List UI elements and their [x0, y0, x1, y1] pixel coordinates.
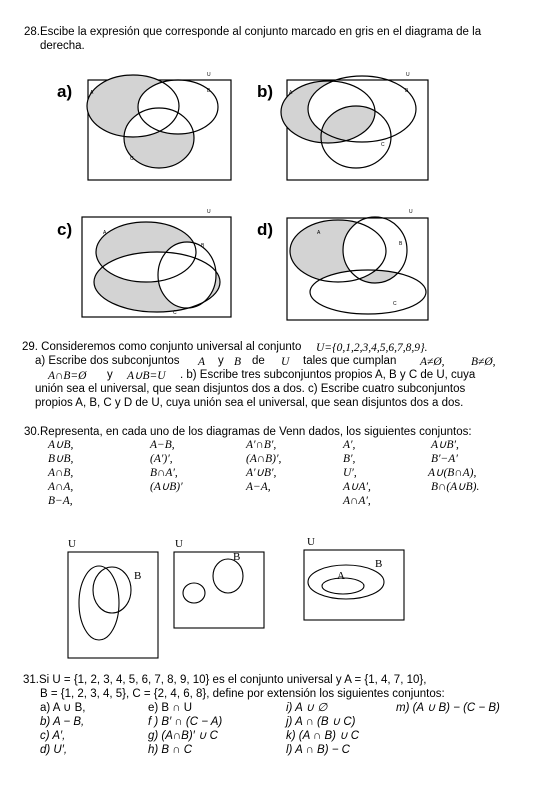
label-c: C [393, 301, 397, 307]
q29-line3-rest: . b) Escribe tres subconjuntos propios A, B y C de U, cuya [180, 369, 476, 381]
q30-item: A−B, [150, 439, 175, 451]
q30-number: 30. [24, 426, 40, 438]
q30-item: A∪B′, [431, 439, 459, 451]
q30-item: A∪(B∩A), [428, 467, 477, 479]
label-b: B [207, 88, 211, 94]
q31-item: g) (A∩B)′ ∪ C [148, 730, 218, 742]
label-a-paren: a) [57, 82, 73, 101]
venn-diagram-b [280, 72, 440, 180]
q29-y2: y [107, 369, 113, 381]
q30-venn-2 [174, 538, 264, 628]
q31-item: l) A ∩ B) − C [286, 744, 350, 756]
label-a: A [289, 90, 293, 96]
q29-set-u: U [281, 356, 290, 368]
q30-item: A−A, [246, 481, 271, 493]
q29-set-b: B [234, 356, 242, 368]
q29-cond3: A∩B=Ø [48, 370, 87, 382]
q31-item: m) (A ∪ B) − (C − B) [396, 702, 500, 714]
q31-item: j) A ∩ (B ∪ C) [286, 716, 356, 728]
q31-item: c) A′, [40, 730, 66, 742]
label-c: C [173, 310, 177, 316]
label-u: U [175, 538, 183, 550]
q30-item: A′, [343, 439, 356, 451]
label-u: U [207, 72, 211, 78]
label-u: U [406, 72, 410, 78]
label-b: B [375, 558, 383, 570]
q29-cond4: A∪B=U [127, 370, 166, 382]
label-b-paren: b) [257, 82, 274, 101]
q31-item: a) A ∪ B, [40, 702, 86, 714]
label-u: U [68, 538, 76, 550]
q30-venn-3 [304, 536, 404, 620]
q29-y: y [218, 355, 224, 367]
q30-item: A′∪B′, [246, 467, 277, 479]
q30-item: B−A, [48, 495, 73, 507]
q28-text-line2: derecha. [40, 40, 85, 52]
q30-item: A∪A′, [343, 481, 371, 493]
q31-item: k) (A ∩ B) ∪ C [286, 730, 360, 742]
q28-venn-diagrams [0, 0, 535, 330]
q29-line2-a: a) Escribe dos subconjuntos [35, 355, 180, 367]
venn-diagram-d [280, 209, 440, 320]
q31-item: i) A ∪ ∅ [286, 702, 328, 714]
label-a: A [103, 230, 107, 236]
label-d-paren: d) [257, 220, 274, 239]
q31-line2: B = {1, 2, 3, 4, 5}, C = {2, 4, 6, 8}, define por extensión los siguientes conjuntos: [40, 688, 445, 700]
label-c: C [130, 156, 134, 162]
q30-venn-1 [68, 538, 158, 658]
q30-item: (A∪B)′ [150, 481, 183, 493]
q29-line1: 29. Consideremos como conjunto universal al conjunto [22, 341, 302, 353]
q30-item: A′∩B′, [246, 439, 277, 451]
q30-item: A∪B, [48, 439, 74, 451]
label-c-paren: c) [57, 220, 73, 239]
q28-text-line1: Escibe la expresión que corresponde al conjunto marcado en gris en el diagrama de la [40, 26, 482, 38]
q30-item: B′−A′ [431, 453, 458, 465]
label-a: A [337, 570, 345, 582]
q30-item: B∪B, [48, 453, 74, 465]
q31-item: f ) B′ ∩ (C − A) [148, 716, 223, 728]
q29-cond2: B≠Ø, [471, 356, 496, 368]
q31-item: h) B ∩ C [148, 744, 193, 756]
label-a: A [90, 90, 94, 96]
label-c: C [381, 142, 385, 148]
q29-line5: propios A, B, C y D de U, cuya unión sea el universal, que sean disjuntos dos a dos. [35, 397, 464, 409]
label-a: A [317, 230, 321, 236]
q31-item: e) B ∩ U [148, 702, 193, 714]
label-b: B [233, 551, 241, 563]
q30-venn-diagrams [0, 530, 535, 660]
q29-line2-b: tales que cumplan [303, 355, 397, 367]
label-b: B [405, 88, 409, 94]
q29-cond1: A≠Ø, [420, 356, 445, 368]
label-u: U [207, 209, 211, 215]
q30-text: Representa, en cada uno de los diagramas de Venn dados, los siguientes conjuntos: [40, 426, 472, 438]
q31-item: b) A − B, [40, 716, 85, 728]
label-b: B [399, 241, 403, 247]
q30-item: A∩A, [48, 481, 74, 493]
q30-item: B∩(A∪B). [431, 481, 480, 493]
label-u: U [409, 209, 413, 215]
q31-line1: 31.Si U = {1, 2, 3, 4, 5, 6, 7, 8, 9, 10} es el conjunto universal y A = {1, 4, 7, 10}, [23, 674, 427, 686]
q30-item: U′, [343, 467, 357, 479]
q29-set-a: A [198, 356, 206, 368]
q29-universal-set: U={0,1,2,3,4,5,6,7,8,9}. [316, 342, 428, 354]
q30-item: B′, [343, 453, 356, 465]
venn-diagram-c [80, 209, 240, 320]
q30-item: (A′)′, [150, 453, 173, 465]
q31-item: d) U′, [40, 744, 68, 756]
venn-diagram-a [87, 72, 231, 180]
label-b: B [134, 570, 142, 582]
label-u: U [307, 536, 315, 548]
q30-item: A∩B, [48, 467, 74, 479]
q30-item: B∩A′, [150, 467, 178, 479]
q30-item: (A∩B)′, [246, 453, 282, 465]
q28-number: 28. [24, 26, 40, 38]
q29-de: de [252, 355, 265, 367]
q29-line4: unión sea el universal, que sean disjuntos dos a dos. c) Escribe cuatro subconjuntos [35, 383, 466, 395]
q30-item: A∩A′, [343, 495, 371, 507]
label-b: B [201, 243, 205, 249]
